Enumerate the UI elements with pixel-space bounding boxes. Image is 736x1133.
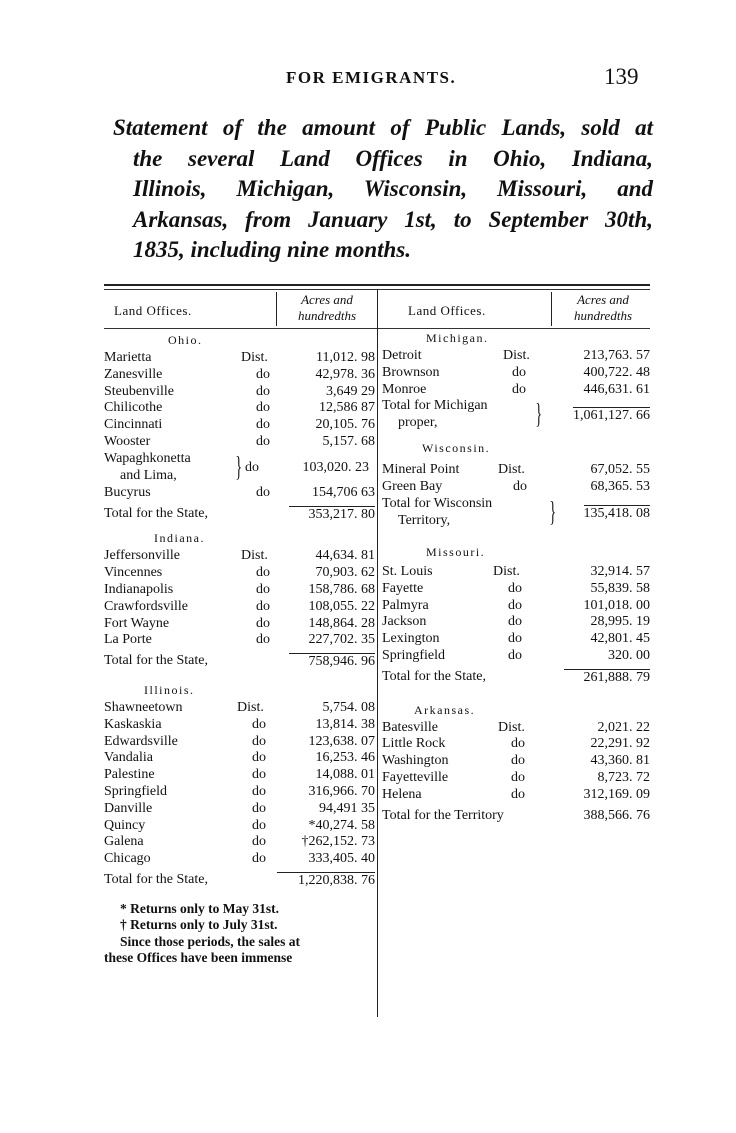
total-row: Total for the State, 1,220,838. 76 (104, 871, 375, 888)
land-offices-header: Land Offices. (408, 303, 486, 318)
table-row: Wooster do 5,157. 68 (104, 433, 375, 449)
running-header (0, 64, 736, 94)
table-row: Fort Wayne do 148,864. 28 (104, 615, 375, 631)
table-row: Palmyra do 101,018. 00 (382, 597, 650, 613)
title-line: Statement of the amount of Public Lands, sold at (113, 115, 653, 140)
title-line: 1835, including nine months. (133, 237, 411, 262)
acres-header-line2: hundredths (573, 308, 633, 323)
table-row: Helena do 312,169. 09 (382, 786, 650, 802)
section-wisconsin: Wisconsin. (422, 441, 491, 456)
section-michigan: Michigan. (426, 331, 489, 345)
brace-icon: } (535, 399, 543, 431)
table-row: Vincennes do 70,903. 62 (104, 565, 375, 581)
table-row: Wapaghkonetta and Lima, } do 103,020. 23 (104, 450, 369, 483)
table-row: Monroe do 446,631. 61 (382, 381, 650, 397)
total-row: Total for the State, 261,888. 79 (382, 668, 650, 685)
table-row: Chilicothe do 12,586 87 (104, 400, 375, 416)
statement-title (113, 113, 653, 266)
left-column (104, 292, 375, 967)
acres-header-line1: Acres and (301, 292, 353, 307)
footnote-since: Since those periods, the sales at (120, 933, 300, 949)
footnote-may: * Returns only to May 31st. (120, 900, 279, 916)
acres-header (278, 292, 376, 324)
section-arkansas: Arkansas. (414, 702, 476, 717)
table-row: Quincy do *40,274. 58 (104, 817, 375, 833)
section-ohio: Ohio. (168, 333, 203, 347)
page-number: 139 (604, 64, 639, 89)
table-row: St. Louis Dist. 32,914. 57 (382, 563, 650, 579)
table-row: Indianapolis do 158,786. 68 (104, 581, 375, 597)
table-top-rule (104, 284, 650, 286)
table-row: Fayette do 55,839. 58 (382, 580, 650, 596)
table-row: Cincinnati do 20,105. 76 (104, 417, 375, 433)
total-row: Total for the State, 758,946. 96 (104, 653, 375, 670)
table-row: Springfield do 316,966. 70 (104, 783, 375, 799)
total-row: Total for Michigan proper, } 1,061,127. 66 (382, 398, 650, 431)
table-row: Bucyrus do 154,706 63 (104, 484, 375, 500)
table-row: Crawfordsville do 108,055. 22 (104, 598, 375, 614)
acres-header-line1: Acres and (577, 292, 629, 307)
table-row: Springfield do 320. 00 (382, 647, 650, 663)
acres-header-line2: hundredths (297, 308, 357, 323)
total-row: Total for the State, 353,217. 80 (104, 505, 375, 522)
footnote-july: † Returns only to July 31st. (120, 917, 278, 933)
right-column (382, 292, 650, 824)
table-row: Green Bay do 68,365. 53 (382, 479, 650, 495)
table-row: Marietta Dist. 11,012. 98 (104, 350, 375, 365)
table-row: Kaskaskia do 13,814. 38 (104, 716, 375, 732)
table-row: Shawneetown Dist. 5,754. 08 (104, 699, 375, 715)
table-row: Brownson do 400,722. 48 (382, 364, 650, 380)
footnote-immense: these Offices have been immense (104, 950, 293, 966)
table-row: Detroit Dist. 213,763. 57 (382, 348, 650, 363)
table-row: Washington do 43,360. 81 (382, 753, 650, 769)
title-line: Arkansas, from January 1st, to September 30th, (133, 206, 653, 232)
total-row: Total for Wisconsin Territory, } 135,418. 08 (382, 495, 650, 528)
brace-icon: } (549, 496, 557, 528)
title-line: the several Land Offices in Ohio, Indiana, (133, 145, 653, 171)
acres-header (554, 292, 652, 324)
column-divider (377, 290, 378, 1017)
table-row: Jackson do 28,995. 19 (382, 614, 650, 630)
column-header (382, 292, 650, 328)
table-row: Lexington do 42,801. 45 (382, 631, 650, 647)
table-row: Danville do 94,491 35 (104, 800, 375, 816)
footnotes (104, 901, 375, 967)
brace-icon: } (235, 451, 243, 483)
table-row: Batesville Dist. 2,021. 22 (382, 719, 650, 735)
table-row: Edwardsville do 123,638. 07 (104, 733, 375, 749)
column-header (104, 292, 375, 328)
table-row: La Porte do 227,702. 35 (104, 632, 375, 648)
table-row: Vandalia do 16,253. 46 (104, 750, 375, 766)
table-row: Mineral Point Dist. 67,052. 55 (382, 462, 650, 478)
table-row: Steubenville do 3,649 29 (104, 383, 375, 399)
table-row: Chicago do 333,405. 40 (104, 851, 375, 867)
section-illinois: Illinois. (144, 682, 195, 697)
running-title: FOR EMIGRANTS. (286, 68, 457, 87)
table-row: Galena do †262,152. 73 (104, 834, 375, 850)
total-row: Total for the Territory 388,566. 76 (382, 807, 650, 823)
table-row: Zanesville do 42,978. 36 (104, 366, 375, 382)
table-row: Jeffersonville Dist. 44,634. 81 (104, 548, 375, 564)
table-row: Little Rock do 22,291. 92 (382, 736, 650, 752)
section-indiana: Indiana. (154, 531, 205, 546)
table-row: Palestine do 14,088. 01 (104, 767, 375, 783)
land-offices-header: Land Offices. (114, 303, 192, 318)
table-row: Fayetteville do 8,723. 72 (382, 769, 650, 785)
section-missouri: Missouri. (426, 544, 486, 559)
title-line: Illinois, Michigan, Wisconsin, Missouri, and (133, 176, 653, 201)
